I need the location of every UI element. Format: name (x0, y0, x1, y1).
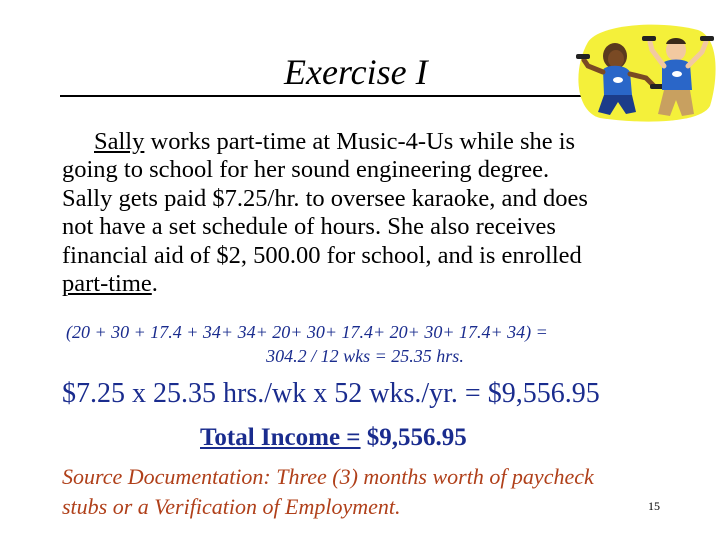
hours-average-line: 304.2 / 12 wks = 25.35 hrs. (266, 346, 464, 366)
paragraph-line-4: not have a set schedule of hours. She also receives (62, 213, 556, 241)
paragraph-line-2: going to school for her sound engineering degree. (62, 156, 550, 184)
sally-name: Sally (94, 128, 145, 155)
total-income (200, 422, 467, 454)
annual-income-calculation: $7.25 x 25.35 hrs./wk x 52 wks./yr. = $9,556.95 (62, 378, 600, 409)
source-documentation (62, 462, 672, 522)
title-underline-rule (60, 95, 620, 97)
slide-title: Exercise I (284, 52, 428, 92)
page-number: 15 (648, 499, 660, 513)
hours-calculation (60, 320, 670, 368)
paragraph-line-6 (62, 270, 702, 298)
part-time-term: part-time (62, 270, 152, 298)
source-line-2: stubs or a Verification of Employment. (62, 494, 401, 519)
source-line-1: Source Documentation: Three (3) months worth of paycheck (62, 464, 594, 489)
total-income-label: Total Income = (200, 424, 361, 451)
paragraph-line-6-end: . (151, 270, 158, 298)
hours-sum-line: (20 + 30 + 17.4 + 34+ 34+ 20+ 30+ 17.4+ 20+ 30+ 17.4+ 34) = (66, 322, 548, 342)
paragraph-line-1 (62, 128, 702, 156)
exercise-paragraph (62, 128, 702, 298)
paragraph-line-3: Sally gets paid $7.25/hr. to oversee karaoke, and does (62, 184, 588, 212)
paragraph-line-5: financial aid of $2, 500.00 for school, and is enrolled (62, 241, 582, 269)
paragraph-line-1-rest: works part-time at Music-4-Us while she is (144, 128, 576, 155)
exercise-clipart-image (570, 20, 720, 125)
total-income-value: $9,556.95 (360, 424, 467, 451)
